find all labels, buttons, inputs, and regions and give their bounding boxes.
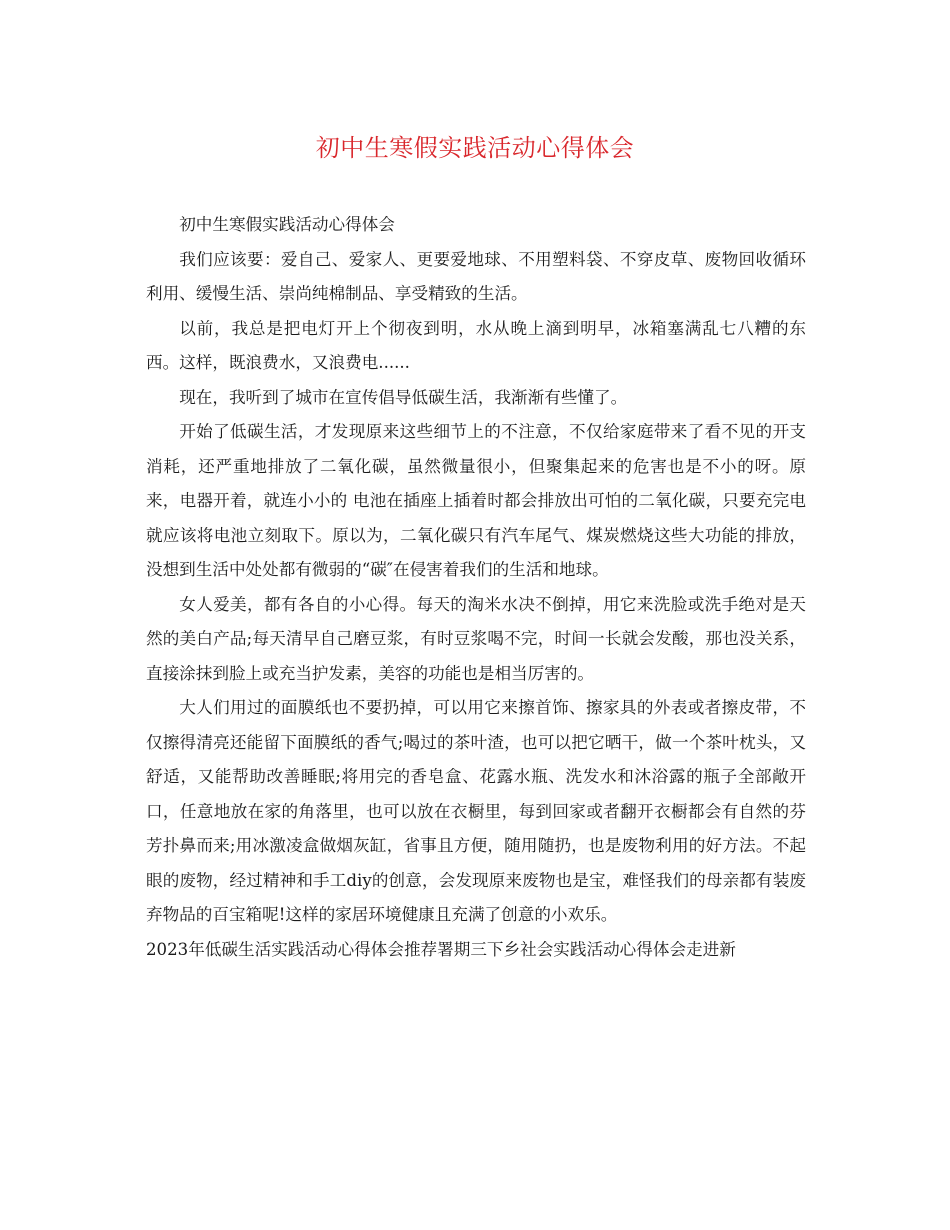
paragraph: 大人们用过的面膜纸也不要扔掉，可以用它来擦首饰、擦家具的外表或者擦皮带，不仅擦得清亮还能留下面膜纸的香气;喝过的茶叶渣，也可以把它晒干，做一个茶叶枕头，又舒适，又能帮助改善睡眠;将用完的香皂盒、花露水瓶、洗发水和沐浴露的瓶子全部敞开口，任意地放在家的角落里，也可以放在衣橱里，每到回家或者翻开衣橱都会有自然的芬芳扑鼻而来;用冰激凌盒做烟灰缸，省事且方便，随用随扔，也是废物利用的好方法。不起眼的废物，经过精神和手工diy的创意，会发现原来废物也是宝，难怪我们的母亲都有装废弃物品的百宝箱呢!这样的家居环境健康且充满了创意的小欢乐。 bbox=[146, 698, 806, 924]
paragraph: 开始了低碳生活，才发现原来这些细节上的不注意，不仅给家庭带来了看不见的开支消耗，还严重地排放了二氧化碳，虽然微量很小，但聚集起来的危害也是不小的呀。原来，电器开着，就连小小的 电池在插座上插着时都会排放出可怕的二氧化碳，只要充完电就应该将电池立刻取下。原以为，二氧化碳只有汽车尾气、煤炭燃烧这些大功能的排放，没想到生活中处处都有微弱的“碳″在侵害着我们的生活和地球。 bbox=[146, 422, 806, 579]
paragraph-subtitle: 初中生寒假实践活动心得体会 bbox=[179, 215, 395, 234]
paragraph: 我们应该要：爱自己、爱家人、更要爱地球、不用塑料袋、不穿皮草、废物回收循环利用、缓慢生活、崇尚纯棉制品、享受精致的生活。 bbox=[146, 249, 806, 303]
paragraph: 以前，我总是把电灯开上个彻夜到明，水从晚上滴到明早，冰箱塞满乱七八糟的东西。这样，既浪费水，又浪费电...... bbox=[146, 318, 806, 372]
paragraph: 女人爱美，都有各自的小心得。每天的淘米水决不倒掉，用它来洗脸或洗手绝对是天然的美白产品;每天清早自己磨豆浆，有时豆浆喝不完，时间一长就会发酸，那也没关系，直接涂抹到脸上或充当护发素，美容的功能也是相当厉害的。 bbox=[146, 594, 806, 683]
trailing-line: 2023年低碳生活实践活动心得体会推荐署期三下乡社会实践活动心得体会走进新 bbox=[146, 939, 736, 959]
paragraph: 现在，我听到了城市在宣传倡导低碳生活，我渐渐有些懂了。 bbox=[179, 387, 628, 407]
document-title: 初中生寒假实践活动心得体会 bbox=[315, 134, 635, 162]
document-body bbox=[146, 208, 806, 967]
